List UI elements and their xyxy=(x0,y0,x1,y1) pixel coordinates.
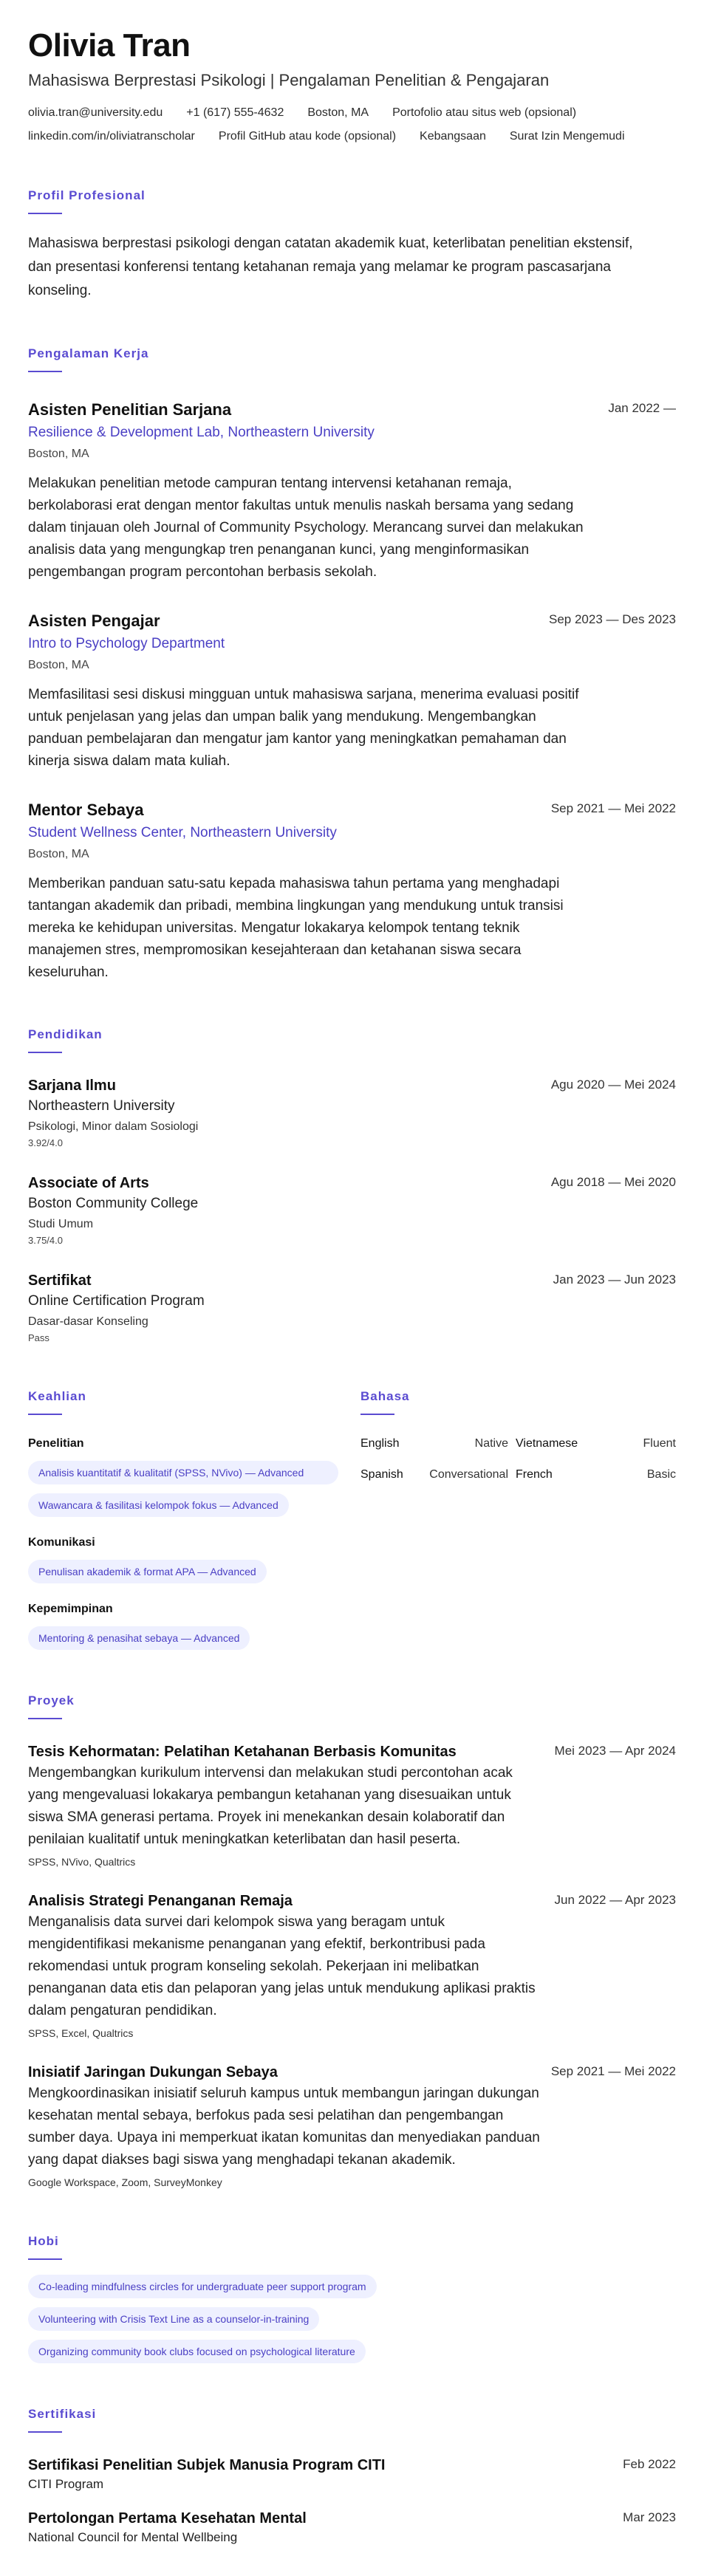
profile-section xyxy=(28,188,676,303)
section-title: Hobi xyxy=(28,2234,59,2248)
contact-list xyxy=(28,105,676,145)
language-item xyxy=(360,1467,516,1483)
project-tools: SPSS, NVivo, Qualtrics xyxy=(28,1856,136,1868)
section-title: Proyek xyxy=(28,1693,75,1707)
project-title: Tesis Kehormatan: Pelatihan Ketahanan Berbasis Komunitas xyxy=(28,1744,457,1760)
skill-category: Penelitian xyxy=(28,1437,84,1450)
certification-entry xyxy=(28,2455,676,2493)
project-entry xyxy=(28,1891,676,2041)
section-title: Pengalaman Kerja xyxy=(28,346,149,360)
skill-category: Kepemimpinan xyxy=(28,1603,113,1615)
certification-date: Mar 2023 xyxy=(623,2510,676,2524)
project-tools: Google Workspace, Zoom, SurveyMonkey xyxy=(28,2176,222,2188)
education-entry xyxy=(28,1075,676,1151)
section-divider xyxy=(28,2431,62,2433)
project-tools: SPSS, Excel, Qualtrics xyxy=(28,2027,134,2039)
project-entry xyxy=(28,2062,676,2190)
job-title: Mentor Sebaya xyxy=(28,801,144,819)
job-description: Melakukan penelitian metode campuran tentang intervensi ketahanan remaja, berkolaborasi erat dengan mentor fakultas untuk menulis naskah bersama yang sedang dalam tinjauan oleh Journal of Community Psychology. Merancang survei dan melakukan analisis data yang mengungkap tren penanganan kunci, yang menginformasikan pengembangan program percontohan berbasis sekolah. xyxy=(28,476,584,580)
certification-name: Sertifikasi Penelitian Subjek Manusia Program CITI xyxy=(28,2457,386,2473)
contact-github[interactable]: Profil GitHub atau kode (opsional) xyxy=(218,130,397,143)
projects-section xyxy=(28,1693,676,2190)
skill-chip: Analisis kuantitatif & kualitatif (SPSS, NVivo) — Advanced xyxy=(28,1461,338,1484)
education-grade: Pass xyxy=(28,1332,49,1343)
project-entry xyxy=(28,1741,676,1870)
section-title: Keahlian xyxy=(28,1389,86,1403)
job-entry xyxy=(28,799,676,984)
certification-entry xyxy=(28,2508,676,2546)
job-title: Asisten Pengajar xyxy=(28,612,160,630)
experience-section xyxy=(28,346,676,984)
education-entry xyxy=(28,1173,676,1248)
education-degree: Sertifikat xyxy=(28,1272,92,1289)
job-entry xyxy=(28,610,676,773)
section-title: Bahasa xyxy=(360,1389,410,1403)
skill-group xyxy=(28,1436,360,1517)
education-degree: Associate of Arts xyxy=(28,1175,149,1191)
section-divider xyxy=(28,1414,62,1415)
education-school: Boston Community College xyxy=(28,1196,199,1211)
language-level: Basic xyxy=(646,1468,676,1481)
contact-email[interactable]: olivia.tran@university.edu xyxy=(28,106,163,119)
job-location: Boston, MA xyxy=(28,659,89,671)
education-grade: 3.75/4.0 xyxy=(28,1235,63,1246)
education-degree: Sarjana Ilmu xyxy=(28,1078,116,1094)
section-divider xyxy=(28,1718,62,1719)
certification-name: Pertolongan Pertama Kesehatan Mental xyxy=(28,2510,307,2527)
language-name: Vietnamese xyxy=(516,1437,578,1450)
education-entry xyxy=(28,1270,676,1346)
contact-driving-license: Surat Izin Mengemudi xyxy=(509,130,625,143)
job-entry xyxy=(28,399,676,583)
section-divider xyxy=(28,1052,62,1053)
candidate-tagline: Mahasiswa Berprestasi Psikologi | Pengalaman Penelitian & Pengajaran xyxy=(28,71,550,89)
language-name: French xyxy=(516,1468,553,1481)
project-description: Mengembangkan kurikulum intervensi dan melakukan studi percontohan acak yang mengevaluasi lokakarya pembangun ketahanan yang disesuaikan untuk siswa SMA generasi pertama. Proyek ini menekankan desain kolaboratif dan penilaian kualitatif untuk meningkatkan keterlibatan dan hasil peserta. xyxy=(28,1765,513,1847)
hobby-chip: Organizing community book clubs focused on psychological literature xyxy=(28,2340,366,2363)
language-level: Conversational xyxy=(429,1468,508,1481)
resume-header xyxy=(28,27,676,145)
job-description: Memberikan panduan satu-satu kepada mahasiswa tahun pertama yang menghadapi tantangan akademik dan pribadi, membina lingkungan yang mendukung untuk transisi mereka ke kehidupan universitas. Mengatur lokakarya kelompok tentang teknik manajemen stres, mempromosikan kesejahteraan dan ketahanan siswa secara keseluruhan. xyxy=(28,876,564,980)
education-field: Psikologi, Minor dalam Sosiologi xyxy=(28,1120,199,1133)
skill-group xyxy=(28,1535,360,1583)
section-title: Pendidikan xyxy=(28,1027,103,1041)
contact-portfolio[interactable]: Portofolio atau situs web (opsional) xyxy=(392,106,577,119)
job-title: Asisten Penelitian Sarjana xyxy=(28,400,232,419)
education-grade: 3.92/4.0 xyxy=(28,1137,63,1148)
certification-date: Feb 2022 xyxy=(623,2457,676,2471)
education-section xyxy=(28,1027,676,1346)
skills-languages-row xyxy=(28,1388,676,1650)
hobby-chip: Co-leading mindfulness circles for undergraduate peer support program xyxy=(28,2275,377,2298)
language-item xyxy=(516,1467,676,1483)
project-date: Mei 2023 — Apr 2024 xyxy=(554,1744,676,1758)
profile-text: Mahasiswa berprestasi psikologi dengan catatan akademik kuat, keterlibatan penelitian ekstensif, dan presentasi konferensi tentang ketahanan remaja yang melamar ke program pascasarjana konseling. xyxy=(28,236,633,298)
language-name: Spanish xyxy=(360,1468,403,1481)
section-divider xyxy=(360,1414,394,1415)
education-field: Dasar-dasar Konseling xyxy=(28,1315,148,1328)
hobby-chip: Volunteering with Crisis Text Line as a counselor-in-training xyxy=(28,2307,319,2331)
certifications-section xyxy=(28,2406,676,2546)
job-date: Jan 2022 — xyxy=(608,401,676,415)
section-title: Sertifikasi xyxy=(28,2407,97,2421)
skill-chip: Penulisan akademik & format APA — Advanced xyxy=(28,1560,267,1583)
language-item xyxy=(360,1436,516,1452)
job-date: Sep 2023 — Des 2023 xyxy=(548,612,676,626)
project-date: Sep 2021 — Mei 2022 xyxy=(550,2064,676,2078)
language-name: English xyxy=(360,1437,400,1450)
education-date: Jan 2023 — Jun 2023 xyxy=(553,1272,676,1287)
education-school: Online Certification Program xyxy=(28,1293,205,1309)
language-item xyxy=(516,1436,676,1452)
job-location: Boston, MA xyxy=(28,448,89,460)
job-organization: Student Wellness Center, Northeastern University xyxy=(28,825,337,840)
language-list xyxy=(360,1436,676,1483)
section-title: Profil Profesional xyxy=(28,188,146,202)
section-divider xyxy=(28,2258,62,2260)
contact-phone[interactable]: +1 (617) 555-4632 xyxy=(186,106,284,119)
contact-location: Boston, MA xyxy=(307,106,369,119)
job-date: Sep 2021 — Mei 2022 xyxy=(550,801,676,815)
candidate-name: Olivia Tran xyxy=(28,27,191,64)
job-organization: Resilience & Development Lab, Northeastern University xyxy=(28,425,375,440)
languages-section xyxy=(360,1388,676,1650)
certification-issuer: CITI Program xyxy=(28,2477,104,2491)
language-level: Native xyxy=(474,1437,508,1450)
project-title: Inisiatif Jaringan Dukungan Sebaya xyxy=(28,2064,278,2080)
section-divider xyxy=(28,371,62,372)
project-description: Mengkoordinasikan inisiatif seluruh kampus untuk membangun jaringan dukungan kesehatan mental sebaya, berfokus pada sesi pelatihan dan pengembangan sumber daya. Upaya ini memperkuat ikatan komunitas dan menyediakan panduan yang dapat diakses bagi siswa yang menghadapi tekanan akademik. xyxy=(28,2086,540,2168)
project-date: Jun 2022 — Apr 2023 xyxy=(554,1893,676,1907)
skill-chip: Mentoring & penasihat sebaya — Advanced xyxy=(28,1626,250,1650)
project-title: Analisis Strategi Penanganan Remaja xyxy=(28,1893,293,1909)
certification-issuer: National Council for Mental Wellbeing xyxy=(28,2530,238,2544)
project-description: Menganalisis data survei dari kelompok siswa yang beragam untuk mengidentifikasi mekanisme penanganan yang efektif, berkontribusi pada rekomendasi untuk program konseling sekolah. Pekerjaan ini melibatkan penanganan data etis dan pelaporan yang jelas untuk mendukung aplikasi praktis dalam pengaturan pendidikan. xyxy=(28,1914,536,2018)
skill-chip: Wawancara & fasilitasi kelompok fokus — Advanced xyxy=(28,1493,289,1517)
education-date: Agu 2018 — Mei 2020 xyxy=(550,1175,676,1189)
language-level: Fluent xyxy=(643,1437,676,1450)
skill-group xyxy=(28,1601,360,1650)
section-divider xyxy=(28,213,62,214)
skill-category: Komunikasi xyxy=(28,1536,95,1549)
education-field: Studi Umum xyxy=(28,1218,94,1230)
job-location: Boston, MA xyxy=(28,848,89,860)
job-organization: Intro to Psychology Department xyxy=(28,636,225,651)
hobby-list xyxy=(28,2275,676,2363)
job-description: Memfasilitasi sesi diskusi mingguan untuk mahasiswa sarjana, menerima evaluasi positif untuk penjelasan yang jelas dan umpan balik yang mendukung. Mengembangkan panduan pembelajaran dan mengatur jam kantor yang meningkatkan pemahaman dan kinerja siswa dalam mata kuliah. xyxy=(28,687,579,769)
contact-nationality: Kebangsaan xyxy=(420,130,486,143)
hobbies-section xyxy=(28,2233,676,2363)
skills-section xyxy=(28,1388,360,1650)
contact-linkedin[interactable]: linkedin.com/in/oliviatranscholar xyxy=(28,130,195,143)
education-school: Northeastern University xyxy=(28,1098,175,1114)
education-date: Agu 2020 — Mei 2024 xyxy=(550,1078,676,1092)
